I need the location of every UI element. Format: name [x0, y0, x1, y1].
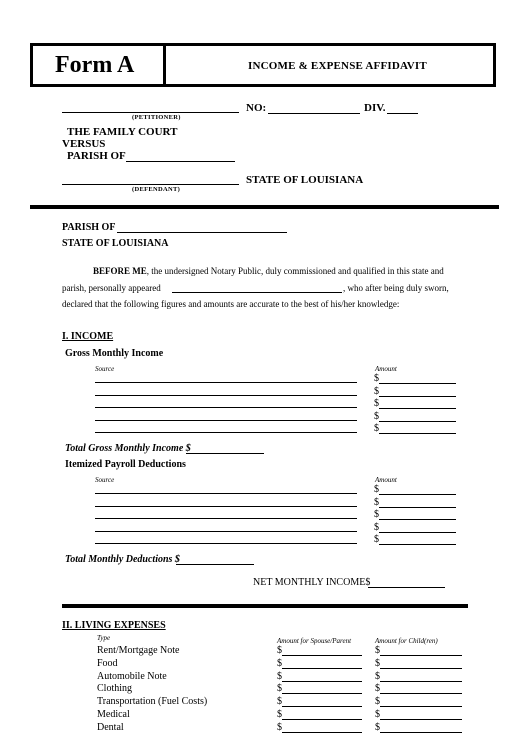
expense-spouse-field[interactable]: [282, 722, 362, 733]
expense-spouse-field[interactable]: [282, 683, 362, 694]
oath-line-1: BEFORE ME, the undersigned Notary Public, duly commissioned and qualified in this state and: [93, 266, 444, 276]
expense-spouse-amount: [277, 645, 362, 656]
gross-income-amount-field[interactable]: [379, 373, 456, 384]
expense-child-field[interactable]: [380, 658, 462, 669]
deduction-amount: [374, 497, 456, 508]
income-section-divider: [62, 604, 468, 608]
expense-type-label: Food: [97, 657, 118, 669]
division-field[interactable]: [387, 113, 418, 114]
deduction-amount-field[interactable]: [379, 522, 456, 533]
total-deductions-field[interactable]: [176, 564, 254, 565]
expense-child-field[interactable]: [380, 645, 462, 656]
dollar-sign: $: [277, 670, 282, 682]
expense-type-label: Medical: [97, 709, 130, 720]
net-income-field[interactable]: [368, 587, 445, 588]
deduction-amount: [374, 484, 456, 495]
expense-spouse-amount: [277, 671, 362, 682]
case-no-label: NO:: [246, 102, 267, 114]
gross-income-amount-field[interactable]: [379, 398, 456, 409]
child-amount-label: Amount for Child(ren): [375, 637, 438, 645]
net-income-label: NET MONTHLY INCOME$: [253, 577, 371, 588]
gross-income-amount-field[interactable]: [379, 423, 456, 434]
deduction-source-field[interactable]: [95, 493, 357, 494]
dollar-sign: $: [374, 496, 379, 508]
defendant-label: (DEFENDANT): [132, 186, 181, 193]
deductions-source-label: Source: [95, 476, 115, 484]
deduction-source-field[interactable]: [95, 518, 357, 519]
deduction-amount: [374, 509, 456, 520]
dollar-sign: $: [374, 398, 379, 410]
dollar-sign: $: [375, 721, 380, 733]
expense-spouse-field[interactable]: [282, 671, 362, 682]
expense-child-amount: [375, 722, 462, 733]
oath-lead: BEFORE ME: [93, 266, 147, 276]
court-line-2: VERSUS: [62, 138, 106, 150]
dollar-sign: $: [277, 721, 282, 733]
total-gross-label: Total Gross Monthly Income $: [65, 443, 191, 454]
expense-spouse-amount: [277, 696, 362, 707]
petitioner-line[interactable]: [62, 112, 239, 113]
dollar-sign: $: [375, 670, 380, 682]
defendant-line[interactable]: [62, 184, 239, 185]
dollar-sign: $: [375, 696, 380, 708]
gross-income-amount-field[interactable]: [379, 411, 456, 422]
dollar-sign: $: [374, 385, 379, 397]
income-heading: I. INCOME: [62, 331, 114, 342]
caption-state-label: STATE OF LOUISIANA: [246, 174, 364, 186]
gross-income-source-field[interactable]: [95, 407, 357, 408]
expense-child-amount: [375, 658, 462, 669]
expense-spouse-field[interactable]: [282, 696, 362, 707]
deduction-amount-field[interactable]: [379, 509, 456, 520]
expense-spouse-field[interactable]: [282, 709, 362, 720]
expense-spouse-amount: [277, 709, 362, 720]
expense-child-field[interactable]: [380, 696, 462, 707]
expense-child-amount: [375, 683, 462, 694]
expense-type-label: Dental: [97, 721, 124, 733]
expense-child-amount: [375, 671, 462, 682]
expense-type-label: Clothing: [97, 683, 133, 695]
total-deductions-label: Total Monthly Deductions $: [65, 554, 180, 565]
gross-income-source-field[interactable]: [95, 395, 357, 396]
form-label: Form A: [55, 52, 135, 78]
dollar-sign: $: [374, 410, 379, 422]
gross-income-heading: Gross Monthly Income: [65, 348, 164, 359]
venue-state-label: STATE OF LOUISIANA: [62, 238, 169, 249]
gross-income-amount: [374, 373, 456, 384]
section-divider: [30, 205, 499, 209]
dollar-sign: $: [374, 484, 379, 495]
expense-child-amount: [375, 696, 462, 707]
deduction-amount: [374, 534, 456, 545]
header-divider: [163, 46, 166, 84]
expense-child-field[interactable]: [380, 671, 462, 682]
gross-income-source-field[interactable]: [95, 432, 357, 433]
expense-type-label: Automobile Note: [97, 670, 167, 682]
expense-type-label: Rent/Mortgage Note: [97, 645, 180, 656]
expense-child-field[interactable]: [380, 683, 462, 694]
court-line-3: PARISH OF: [67, 150, 126, 162]
gross-amount-label: Amount: [375, 365, 397, 373]
gross-source-label: Source: [95, 365, 115, 373]
dollar-sign: $: [277, 657, 282, 669]
expense-spouse-amount: [277, 658, 362, 669]
deduction-amount-field[interactable]: [379, 497, 456, 508]
expense-type-label: Transportation (Fuel Costs): [97, 696, 208, 708]
dollar-sign: $: [375, 657, 380, 669]
case-no-field[interactable]: [268, 113, 360, 114]
affidavit-title: INCOME & EXPENSE AFFIDAVIT: [248, 60, 427, 72]
expense-spouse-field[interactable]: [282, 645, 362, 656]
gross-income-amount: [374, 423, 456, 434]
oath-line-2-end: , who after being duly sworn,: [343, 283, 449, 293]
gross-income-source-field[interactable]: [95, 382, 357, 383]
spouse-amount-label: Amount for Spouse/Parent: [277, 637, 352, 645]
deduction-amount-field[interactable]: [379, 534, 456, 545]
oath-line-2-start: parish, personally appeared: [62, 283, 161, 293]
living-expenses-heading: II. LIVING EXPENSES: [62, 620, 166, 631]
dollar-sign: $: [374, 534, 379, 546]
expense-spouse-amount: [277, 683, 362, 694]
dollar-sign: $: [374, 373, 379, 384]
dollar-sign: $: [277, 683, 282, 695]
petitioner-label: (PETITIONER): [132, 114, 181, 121]
type-label: Type: [97, 634, 111, 642]
oath-line-3: declared that the following figures and amounts are accurate to the best of his/her knowledge:: [62, 299, 400, 309]
expense-child-amount: [375, 709, 462, 720]
deduction-amount-field[interactable]: [379, 484, 456, 495]
expense-child-amount: [375, 645, 462, 656]
venue-parish-field[interactable]: [117, 232, 287, 233]
deductions-amount-label: Amount: [375, 476, 397, 484]
venue-parish-label: PARISH OF: [62, 222, 116, 233]
expense-child-field[interactable]: [380, 722, 462, 733]
dollar-sign: $: [375, 645, 380, 656]
form-header-box: [30, 43, 496, 87]
deduction-source-field[interactable]: [95, 531, 357, 532]
gross-income-amount: [374, 398, 456, 409]
deduction-source-field[interactable]: [95, 506, 357, 507]
dollar-sign: $: [277, 645, 282, 656]
deductions-heading: Itemized Payroll Deductions: [65, 459, 186, 470]
gross-income-amount: [374, 386, 456, 397]
gross-income-amount-field[interactable]: [379, 386, 456, 397]
gross-income-amount: [374, 411, 456, 422]
dollar-sign: $: [375, 683, 380, 695]
dollar-sign: $: [374, 521, 379, 533]
court-line-1: THE FAMILY COURT: [67, 126, 178, 138]
expense-child-field[interactable]: [380, 709, 462, 720]
dollar-sign: $: [375, 709, 380, 720]
caption-parish-field[interactable]: [126, 161, 235, 162]
deduction-source-field[interactable]: [95, 543, 357, 544]
division-label: DIV.: [364, 102, 386, 114]
expense-spouse-amount: [277, 722, 362, 733]
dollar-sign: $: [277, 709, 282, 720]
dollar-sign: $: [374, 509, 379, 521]
deduction-amount: [374, 522, 456, 533]
affiant-name-field[interactable]: [172, 292, 342, 293]
gross-income-source-field[interactable]: [95, 420, 357, 421]
dollar-sign: $: [277, 696, 282, 708]
total-gross-field[interactable]: [186, 453, 264, 454]
expense-spouse-field[interactable]: [282, 658, 362, 669]
dollar-sign: $: [374, 423, 379, 435]
